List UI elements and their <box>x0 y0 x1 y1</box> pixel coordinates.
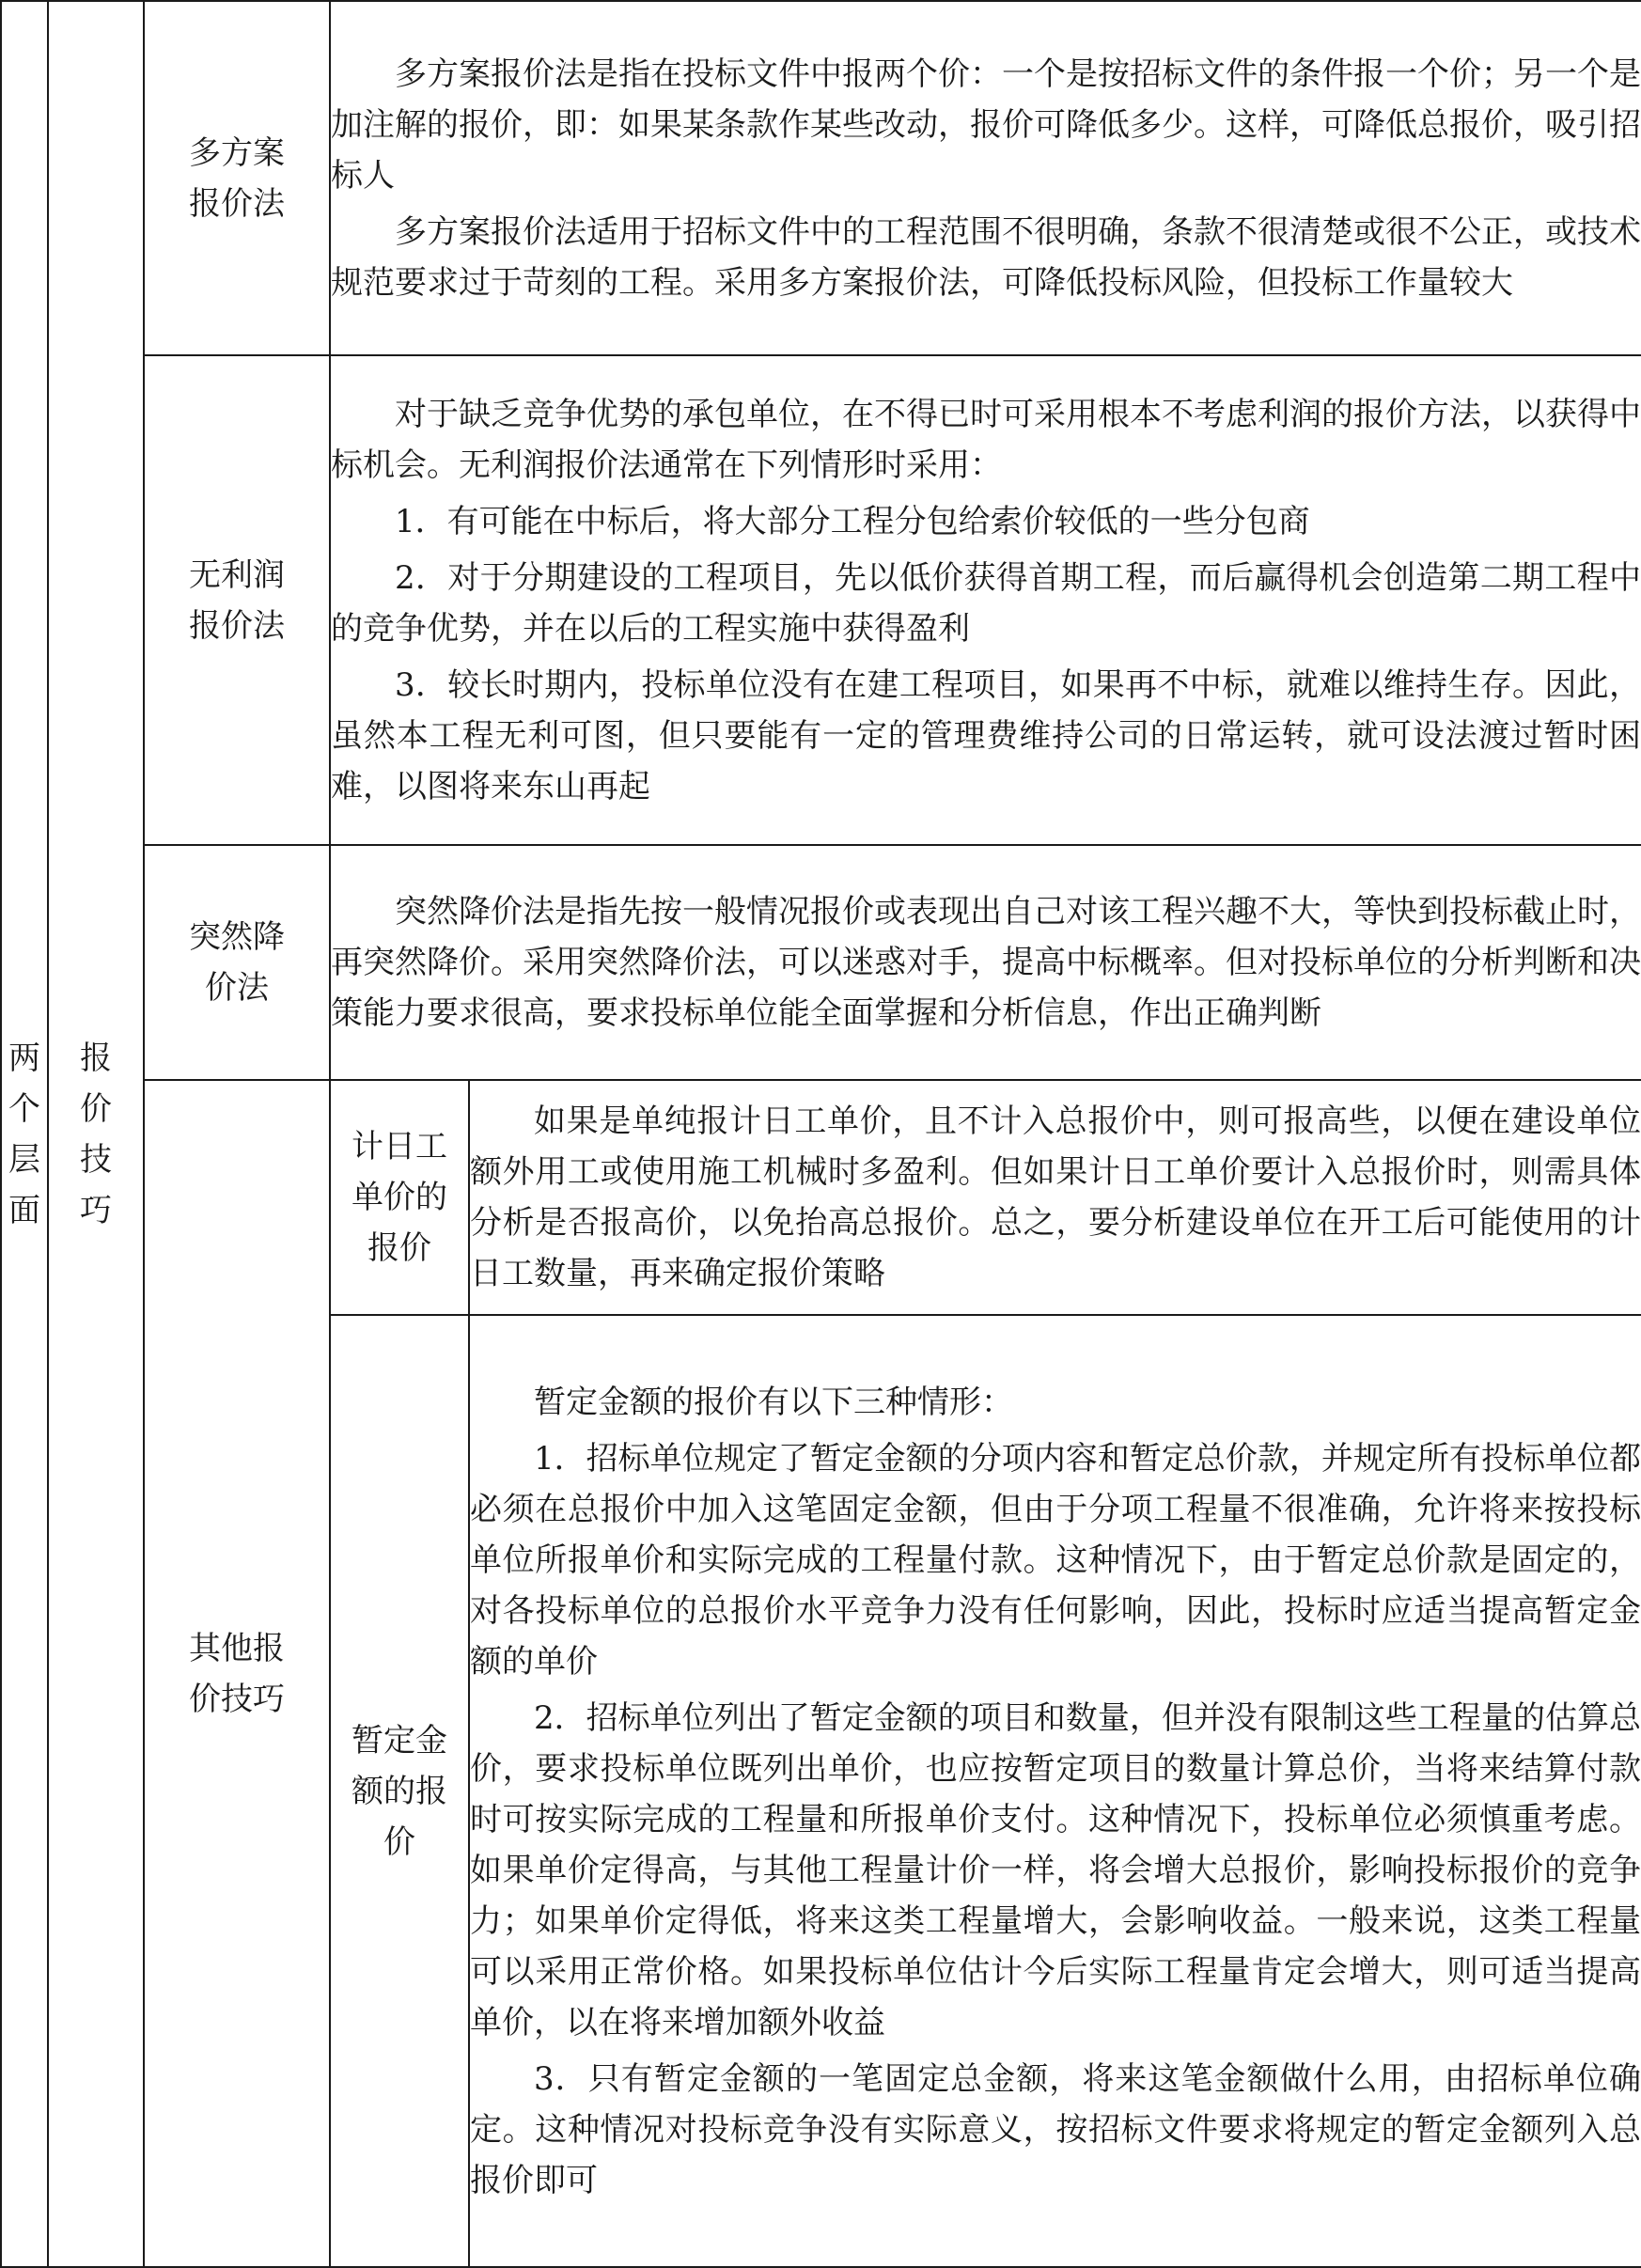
paragraph: 如果是单纯报计日工单价，且不计入总报价中，则可报高些，以便在建设单位额外用工或使用施工机械时多盈利。但如果计日工单价要计入总报价时，则需具体分析是否报高价，以免抬高总报价。总之，要分析建设单位在开工后可能使用的计日工数量，再来确定报价策略 <box>470 1103 1641 1292</box>
content-cell <box>330 1 1641 355</box>
method-label: 无利润报价法 <box>189 555 285 645</box>
level-cell <box>1 1 48 2267</box>
paragraph: 暂定金额的报价有以下三种情形： <box>534 1383 1013 1421</box>
method-cell <box>144 1080 330 2267</box>
sub-method-label: 暂定金额的报价 <box>352 1721 447 1861</box>
method-cell <box>144 1 330 355</box>
method-label: 其他报价技巧 <box>189 1629 285 1718</box>
paragraph: 多方案报价法是指在投标文件中报两个价：一个是按招标文件的条件报一个价；另一个是加注解的报价，即：如果某条款作某些改动，报价可降低多少。这样，可降低总报价，吸引招标人 <box>331 55 1641 195</box>
method-cell <box>144 845 330 1080</box>
paragraph: 突然降价法是指先按一般情况报价或表现出自己对该工程兴趣不大，等快到投标截止时，再突然降价。采用突然降价法，可以迷惑对手，提高中标概率。但对投标单位的分析判断和决策能力要求很高，要求投标单位能全面掌握和分析信息，作出正确判断 <box>331 893 1641 1032</box>
group-label: 报价技巧 <box>80 1039 112 1229</box>
table-row <box>1 355 1641 845</box>
paragraph: 1．有可能在中标后，将大部分工程分包给索价较低的一些分包商 <box>395 502 1310 540</box>
paragraph: 3．较长时期内，投标单位没有在建工程项目，如果再不中标，就难以维持生存。因此，虽然本工程无利可图，但只要能有一定的管理费维持公司的日常运转，就可设法渡过暂时困难，以图将来东山再起 <box>331 665 1641 806</box>
group-cell <box>48 1 144 2267</box>
table-row <box>1 845 1641 1080</box>
sub-method-cell <box>330 1315 469 2267</box>
table-row <box>1 1 1641 355</box>
content-cell <box>469 1080 1641 1315</box>
method-cell <box>144 355 330 845</box>
paragraph: 1．招标单位规定了暂定金额的分项内容和暂定总价款，并规定所有投标单位都必须在总报价中加入这笔固定金额，但由于分项工程量不很准确，允许将来按投标单位所报单价和实际完成的工程量付款。这种情况下，由于暂定总价款是固定的，对各投标单位的总报价水平竞争力没有任何影响，因此，投标时应适当提高暂定金额的单价 <box>470 1439 1641 1681</box>
content-cell <box>330 355 1641 845</box>
sub-method-cell <box>330 1080 469 1315</box>
paragraph: 对于缺乏竞争优势的承包单位，在不得已时可采用根本不考虑利润的报价方法，以获得中标机会。无利润报价法通常在下列情形时采用： <box>331 395 1641 484</box>
paragraph: 3．只有暂定金额的一笔固定总金额，将来这笔金额做什么用，由招标单位确定。这种情况对投标竞争没有实际意义，按招标文件要求将规定的暂定金额列入总报价即可 <box>470 2059 1641 2199</box>
content-cell <box>330 845 1641 1080</box>
paragraph: 多方案报价法适用于招标文件中的工程范围不很明确，条款不很清楚或很不公正，或技术规范要求过于苛刻的工程。采用多方案报价法，可降低投标风险，但投标工作量较大 <box>331 212 1641 302</box>
level-label: 两个层面 <box>8 1039 40 1229</box>
content-cell <box>469 1315 1641 2267</box>
paragraph: 2．招标单位列出了暂定金额的项目和数量，但并没有限制这些工程量的估算总价，要求投标单位既列出单价，也应按暂定项目的数量计算总价，当将来结算付款时可按实际完成的工程量和所报单价支付。这种情况下，投标单位必须慎重考虑。如果单价定得高，与其他工程量计价一样，将会增大总报价，影响投标报价的竞争力；如果单价定得低，将来这类工程量增大，会影响收益。一般来说，这类工程量可以采用正常价格。如果投标单位估计今后实际工程量肯定会增大，则可适当提高单价，以在将来增加额外收益 <box>470 1698 1641 2041</box>
table-row <box>1 1080 1641 1315</box>
method-label: 突然降价法 <box>189 918 285 1007</box>
sub-method-label: 计日工单价的报价 <box>352 1128 447 1267</box>
paragraph: 2．对于分期建设的工程项目，先以低价获得首期工程，而后赢得机会创造第二期工程中的竞争优势，并在以后的工程实施中获得盈利 <box>331 558 1641 648</box>
method-label: 多方案报价法 <box>189 133 285 223</box>
